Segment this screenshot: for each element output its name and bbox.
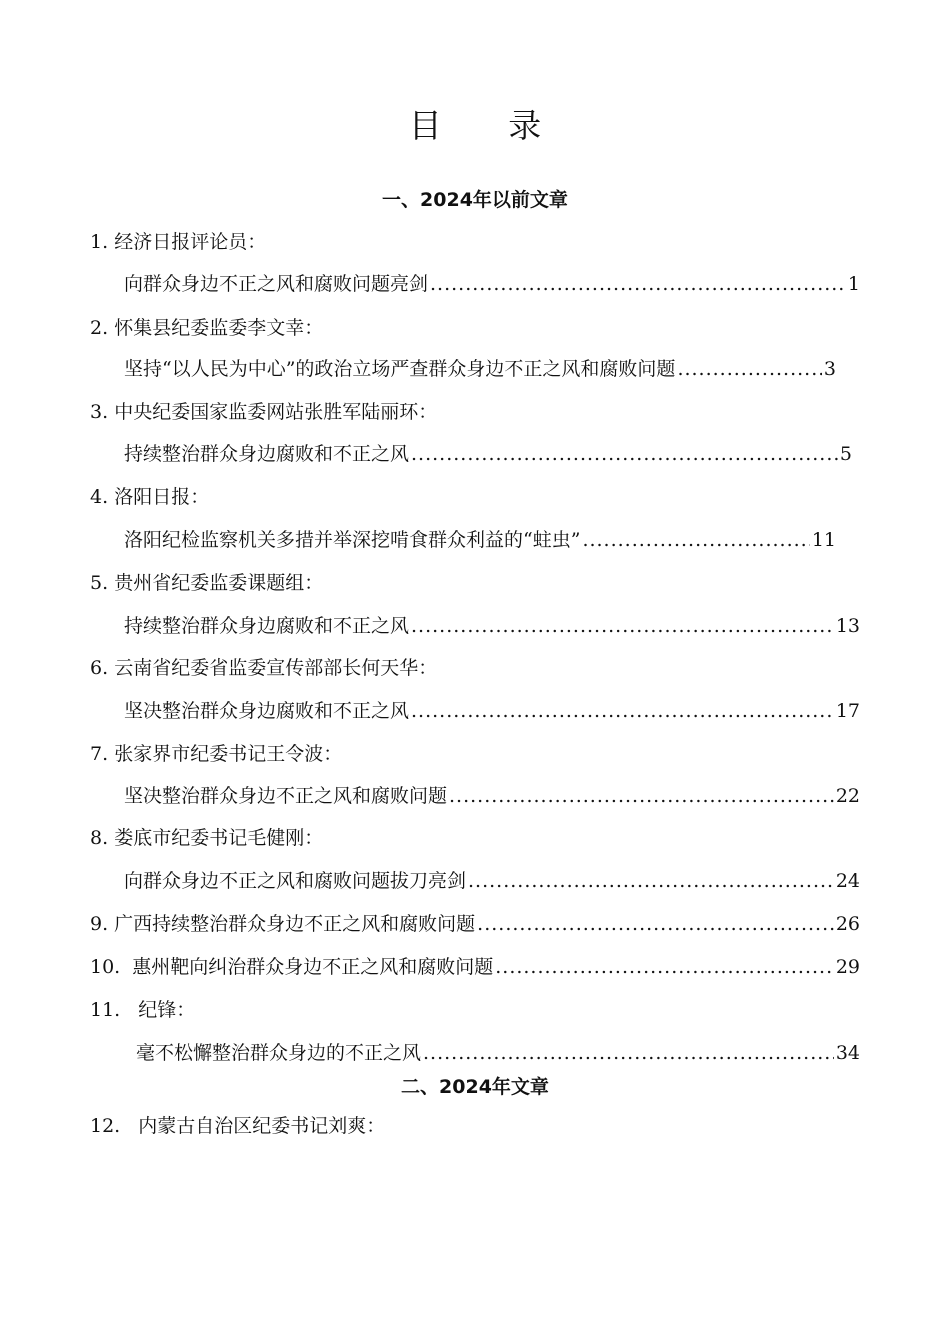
entry-page: 17 [835, 700, 860, 722]
toc-entry-link[interactable] [124, 867, 860, 895]
entry-number: 6. [90, 657, 109, 679]
dot-leader [468, 867, 834, 895]
dot-leader [677, 355, 821, 383]
entry-author: 纪锋： [138, 999, 196, 1021]
entry-title: 向群众身边不正之风和腐败问题亮剑 [124, 273, 429, 295]
entry-title: 坚决整治群众身边不正之风和腐败问题 [124, 785, 448, 807]
entry-author: 贵州省纪委监委课题组： [114, 572, 324, 594]
dot-leader [411, 440, 838, 468]
entry-page: 13 [835, 615, 860, 637]
entry-title: 坚决整治群众身边腐败和不正之风 [124, 700, 410, 722]
entry-number: 2. [90, 317, 109, 339]
page-title: 目 录 [408, 106, 570, 145]
section-heading-2024: 二、2024年文章 [401, 1076, 549, 1098]
toc-entry-link[interactable] [124, 440, 852, 468]
toc-entry-author [90, 824, 323, 852]
entry-title: 广西持续整治群众身边不正之风和腐败问题 [114, 913, 476, 935]
entry-author: 云南省纪委省监委宣传部部长何天华： [114, 657, 438, 679]
entry-number: 12. [90, 1115, 121, 1137]
dot-leader [477, 910, 834, 938]
toc-entry-link[interactable] [124, 612, 860, 640]
toc-entry-link[interactable] [124, 526, 836, 554]
entry-author: 张家界市纪委书记王令波： [114, 743, 343, 765]
entry-number: 4. [90, 486, 109, 508]
toc-entry-author [90, 740, 342, 768]
entry-number: 10. [90, 956, 121, 978]
toc-entry-author [90, 228, 266, 256]
toc-entry-author [90, 569, 323, 597]
toc-entry-link[interactable] [136, 1039, 860, 1067]
entry-page: 11 [811, 529, 836, 551]
entry-title: 惠州靶向纠治群众身边不正之风和腐败问题 [132, 956, 494, 978]
toc-entry-link[interactable] [124, 270, 860, 298]
entry-number: 11. [90, 999, 121, 1021]
entry-page: 1 [847, 273, 860, 295]
dot-leader [449, 782, 834, 810]
entry-author: 洛阳日报： [114, 486, 210, 508]
entry-title: 持续整治群众身边腐败和不正之风 [124, 443, 410, 465]
dot-leader [582, 526, 809, 554]
toc-entry-author [90, 1112, 385, 1140]
toc-entry-link[interactable] [90, 910, 860, 938]
entry-author: 怀集县纪委监委李文幸： [114, 317, 324, 339]
toc-entry-link[interactable] [124, 355, 836, 383]
entry-author: 经济日报评论员： [114, 231, 267, 253]
entry-number: 9. [90, 913, 109, 935]
entry-number: 3. [90, 401, 109, 423]
toc-entry-author [90, 996, 195, 1024]
entry-title: 毫不松懈整治群众身边的不正之风 [136, 1042, 422, 1064]
dot-leader [411, 697, 834, 725]
toc-entry-author [90, 314, 323, 342]
entry-author: 娄底市纪委书记毛健刚： [114, 827, 324, 849]
entry-number: 8. [90, 827, 109, 849]
entry-page: 29 [835, 956, 860, 978]
toc-entry-author [90, 398, 437, 426]
entry-title: 洛阳纪检监察机关多措并举深挖啃食群众利益的“蛀虫” [124, 529, 581, 551]
entry-page: 26 [835, 913, 860, 935]
entry-title: 持续整治群众身边腐败和不正之风 [124, 615, 410, 637]
entry-author: 中央纪委国家监委网站张胜军陆丽环： [114, 401, 438, 423]
toc-entry-link[interactable] [90, 953, 860, 981]
entry-page: 22 [835, 785, 860, 807]
entry-number: 1. [90, 231, 109, 253]
toc-entry-author [90, 654, 437, 682]
dot-leader [495, 953, 834, 981]
dot-leader [423, 1039, 834, 1067]
entry-page: 34 [835, 1042, 860, 1064]
toc-entry-author [90, 483, 209, 511]
dot-leader [411, 612, 834, 640]
entry-page: 3 [823, 358, 836, 380]
entry-page: 24 [835, 870, 860, 892]
toc-entry-link[interactable] [124, 782, 860, 810]
dot-leader [430, 270, 846, 298]
entry-number: 7. [90, 743, 109, 765]
entry-author: 内蒙古自治区纪委书记刘爽： [138, 1115, 386, 1137]
entry-title: 坚持“以人民为中心”的政治立场严查群众身边不正之风和腐败问题 [124, 358, 676, 380]
entry-number: 5. [90, 572, 109, 594]
toc-entry-link[interactable] [124, 697, 860, 725]
entry-title: 向群众身边不正之风和腐败问题拔刀亮剑 [124, 870, 467, 892]
section-heading-before-2024: 一、2024年以前文章 [382, 189, 568, 211]
entry-page: 5 [839, 443, 852, 465]
